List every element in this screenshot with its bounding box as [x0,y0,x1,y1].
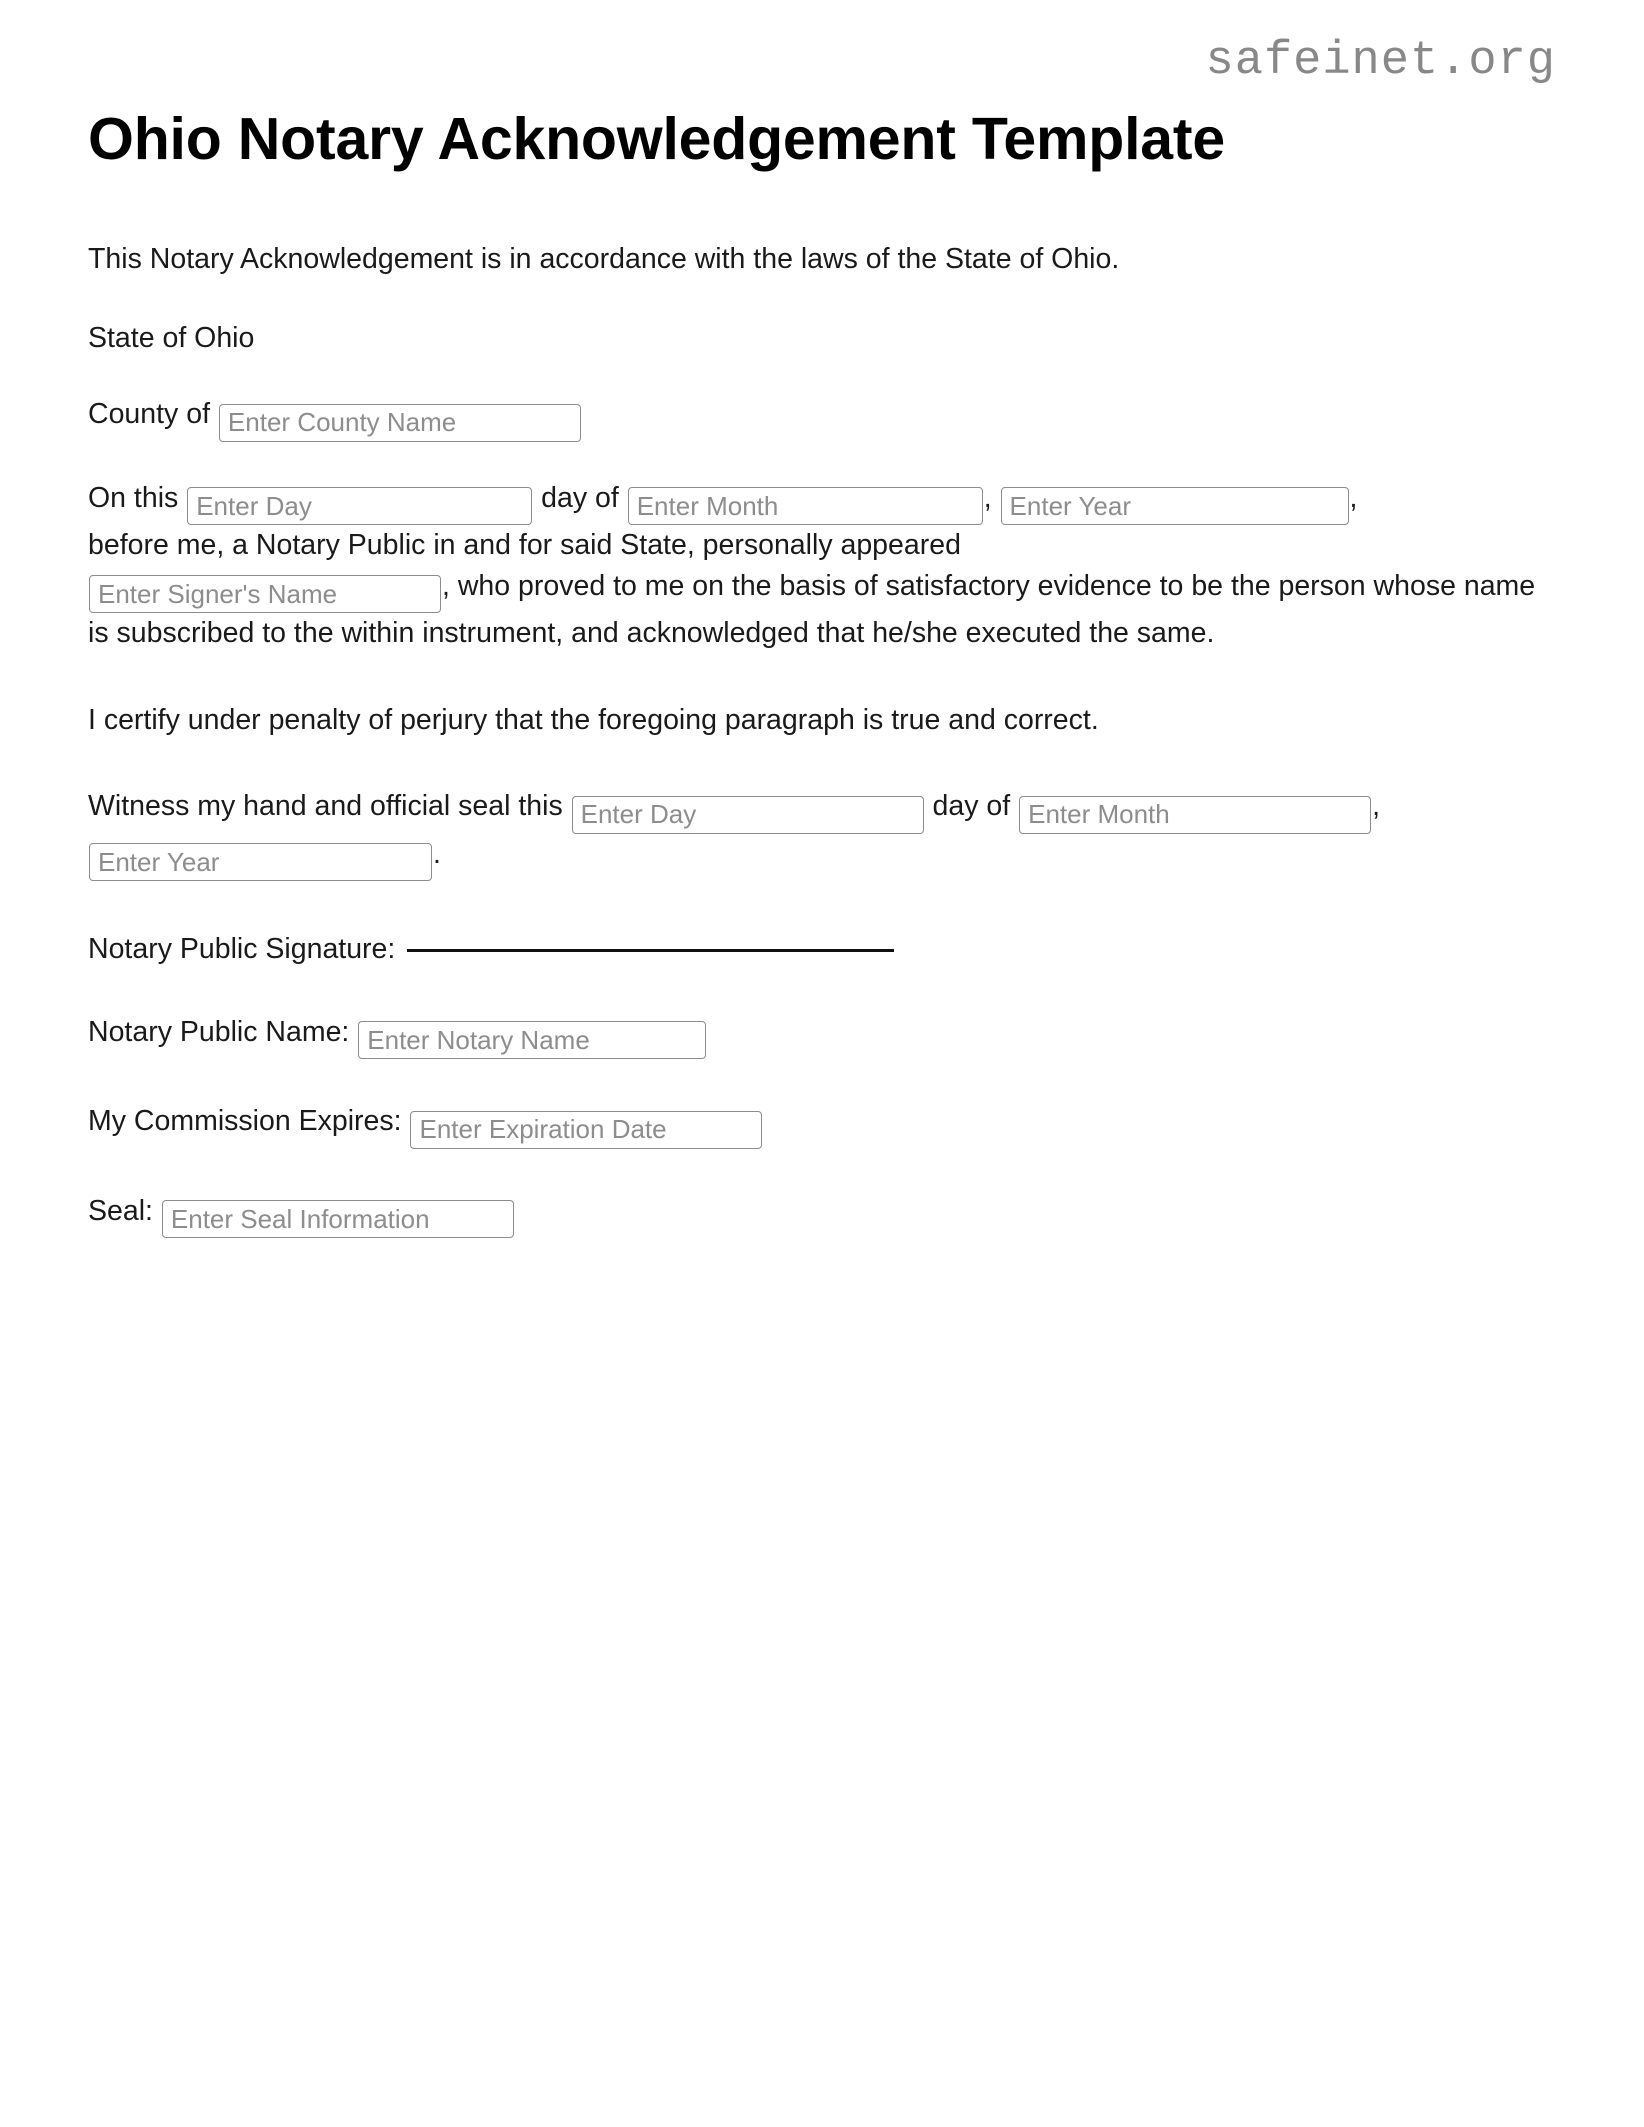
comma-separator-2: , [1349,481,1358,514]
seal-input[interactable] [162,1200,514,1238]
commission-row [88,1101,1556,1149]
notary-name-label: Notary Public Name: [88,1015,350,1048]
month-input-1[interactable] [628,487,983,525]
period-separator-1: . [433,837,441,870]
seal-row [88,1191,1556,1239]
comma-separator-1: , [983,481,992,514]
commission-expiration-input[interactable] [410,1111,762,1149]
year-input-1[interactable] [1001,487,1349,525]
site-watermark: safeinet.org [1205,35,1556,88]
dayof-label-1: day of [541,481,619,514]
signature-label: Notary Public Signature: [88,933,396,966]
signer-name-input[interactable] [89,575,441,613]
acknowledgement-paragraph [88,478,1556,654]
notary-name-row [88,1012,1556,1060]
county-label: County of [88,398,210,431]
signature-line[interactable] [407,949,894,952]
dayof-label-2: day of [932,790,1011,823]
seal-label: Seal: [88,1194,153,1227]
who-proved-text: , who proved to me on the basis of satisfactory evidence to be the person whose name is subscribed to the within instrument, and acknowledged that he/she executed the same. [88,569,1536,650]
intro-paragraph: This Notary Acknowledgement is in accordance with the laws of the State of Ohio. [88,243,1120,276]
day-input-2[interactable] [572,796,924,834]
certify-paragraph: I certify under penalty of perjury that the foregoing paragraph is true and correct. [88,703,1099,736]
day-input-1[interactable] [187,487,532,525]
year-input-2[interactable] [89,843,432,881]
notary-name-input[interactable] [358,1021,706,1059]
month-input-2[interactable] [1019,796,1371,834]
signature-row [88,929,1556,969]
witness-prefix-label: Witness my hand and official seal this [88,790,563,823]
comma-separator-3: , [1372,790,1381,823]
witness-paragraph [88,786,1556,881]
page-title: Ohio Notary Acknowledgement Template [88,106,1225,172]
county-row [88,394,1556,442]
before-me-text: before me, a Notary Public in and for said State, personally appeared [88,529,961,562]
county-input[interactable] [219,404,581,442]
onthis-prefix-label: On this [88,481,179,514]
state-line: State of Ohio [88,321,255,354]
commission-label: My Commission Expires: [88,1105,402,1138]
